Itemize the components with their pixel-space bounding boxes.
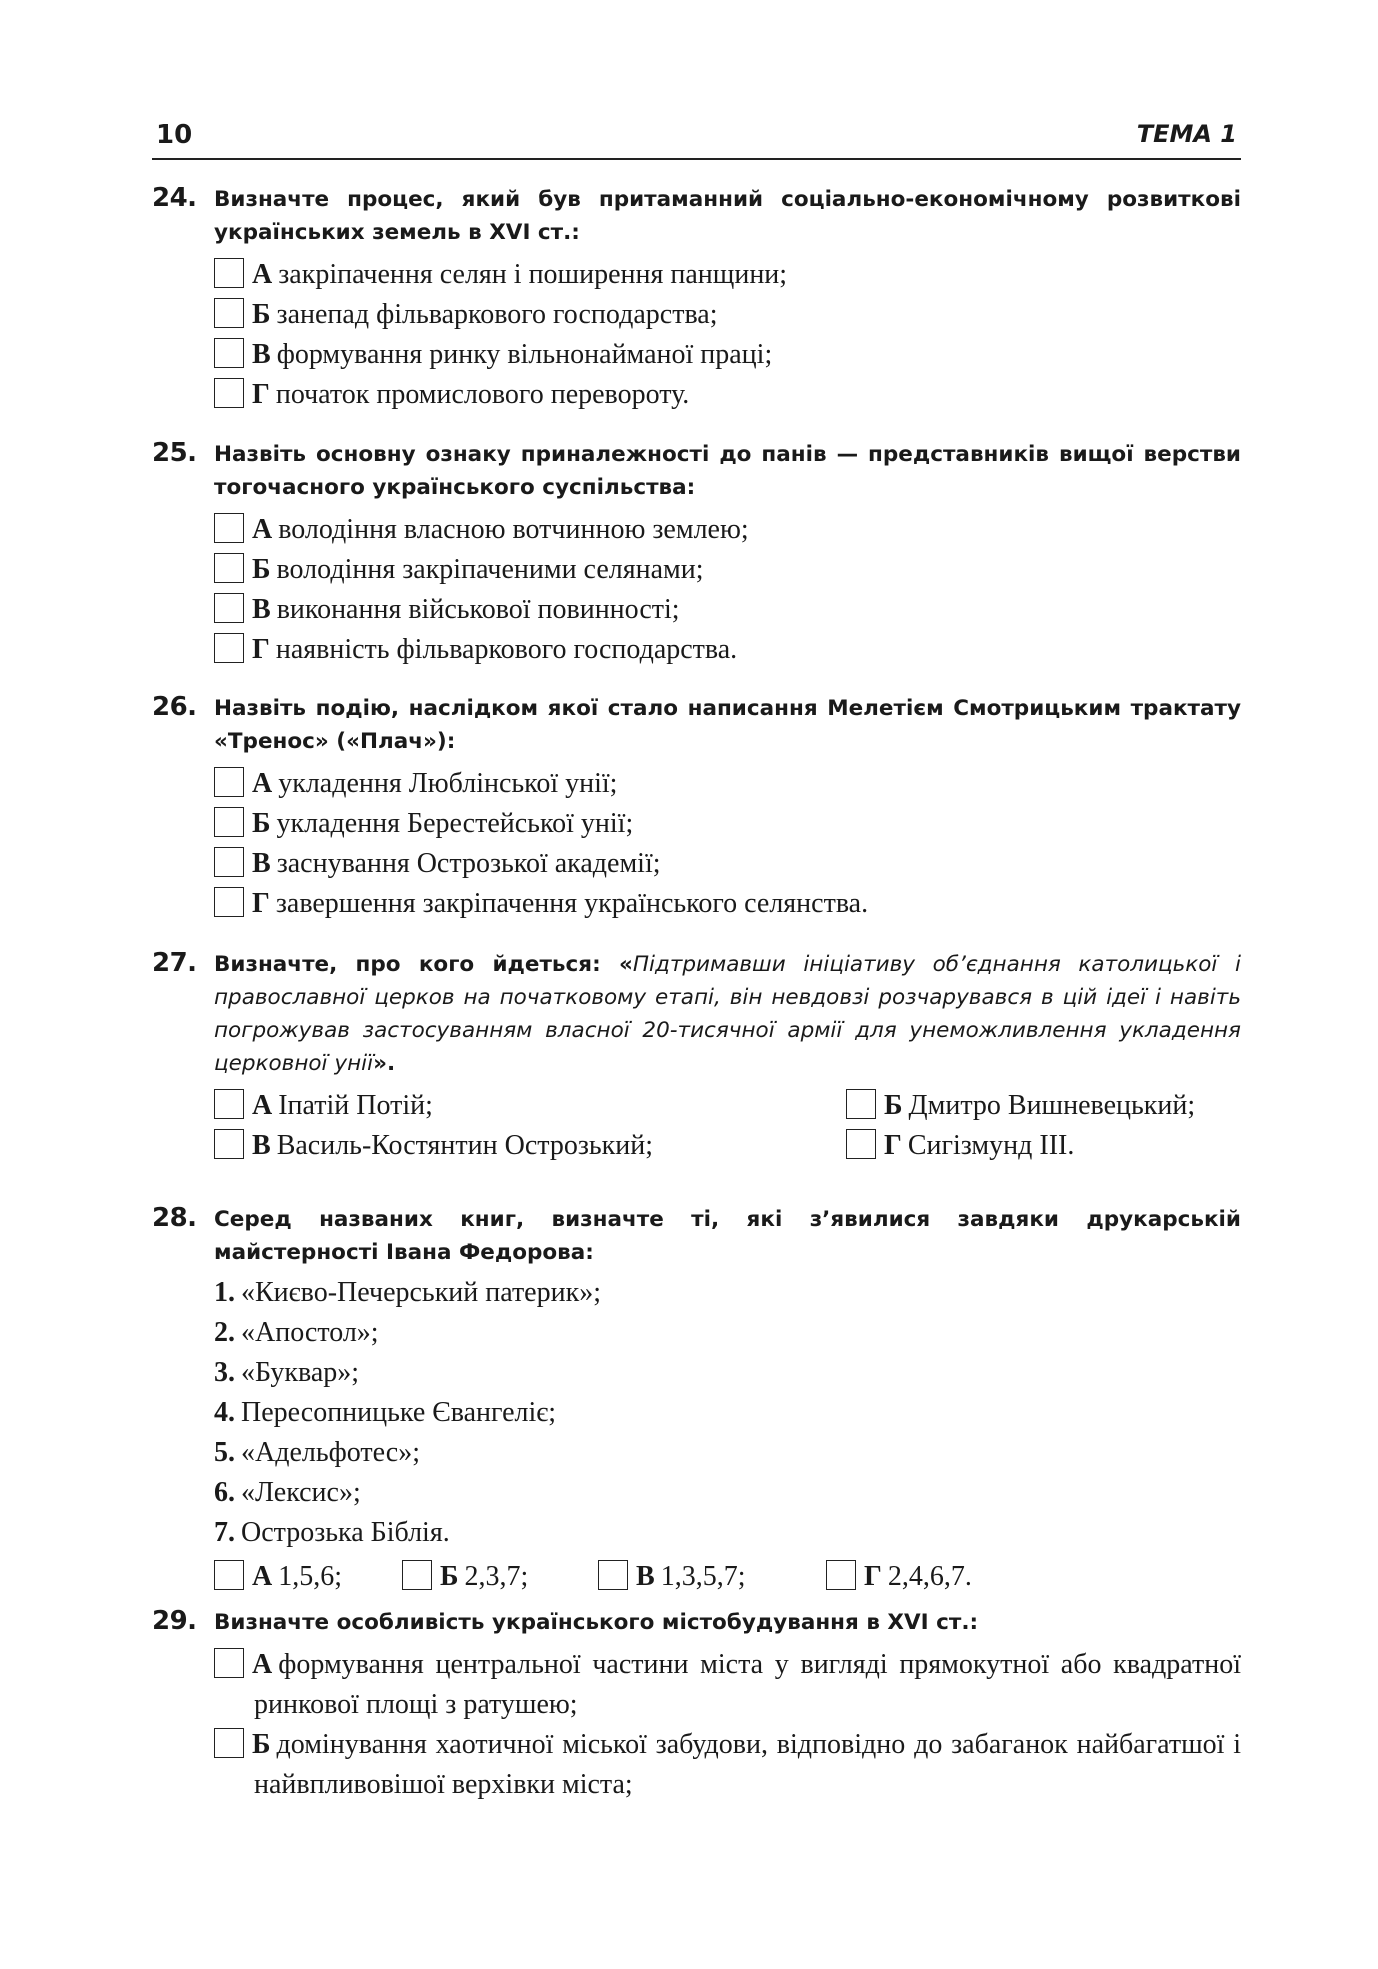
option-a[interactable]: А 1,5,6; [214, 1557, 342, 1597]
answer-options [214, 1557, 1241, 1597]
checkbox[interactable] [214, 553, 244, 583]
checkbox[interactable] [826, 1560, 856, 1590]
option-g[interactable]: Г Сигізмунд ІІІ. [846, 1126, 1074, 1166]
page-number: 10 [156, 120, 193, 150]
option-v[interactable]: В формування ринку вільнонайманої праці; [214, 335, 1241, 375]
checkbox[interactable] [598, 1560, 628, 1590]
option-b[interactable]: Б Дмитро Вишневецький; [846, 1086, 1195, 1126]
question-29 [152, 1606, 1241, 1805]
option-a[interactable]: А закріпачення селян і поширення панщини; [214, 255, 1241, 295]
list-item: 7. Острозька Біблія. [214, 1517, 450, 1548]
checkbox[interactable] [214, 1560, 244, 1590]
answer-options [214, 510, 1241, 670]
topic-title: ТЕМА 1 [1136, 120, 1237, 148]
question-text: Визначте особливість українського містобудування в XVI ст.: [214, 1610, 979, 1635]
question-number: 25. [152, 438, 197, 468]
checkbox[interactable] [846, 1089, 876, 1119]
checkbox[interactable] [214, 378, 244, 408]
answer-options [214, 1086, 1241, 1168]
question-24 [152, 183, 1241, 415]
checkbox[interactable] [402, 1560, 432, 1590]
option-g[interactable]: Г 2,4,6,7. [826, 1557, 972, 1597]
question-27 [152, 948, 1241, 1168]
answer-options [214, 255, 1241, 415]
quote-text: Підтримавши ініціативу об’єднання католицької і православної церков на початковому етапі, він невдовзі розчарувався в цій ідеї і навіть погрожував застосуванням власної 20-тисячної армії для унеможливлення укладення церковної унії [214, 952, 1241, 1076]
option-b[interactable]: Б домінування хаотичної міської забудови, відповідно до забаганок найбагатшої і найвпливовішої верхівки міста; [214, 1725, 1241, 1805]
checkbox[interactable] [214, 767, 244, 797]
option-b[interactable]: Б занепад фільваркового господарства; [214, 295, 1241, 335]
checkbox[interactable] [214, 633, 244, 663]
option-v[interactable]: В Василь-Костянтин Острозький; [214, 1126, 653, 1166]
option-a[interactable]: А Іпатій Потій; [214, 1086, 433, 1126]
option-b[interactable]: Б 2,3,7; [402, 1557, 528, 1597]
option-b[interactable]: Б укладення Берестейської унії; [214, 804, 1241, 844]
question-28 [152, 1203, 1241, 1597]
question-text: Назвіть основну ознаку приналежності до панів — представників вищої верстви тогочасного українського суспільства: [214, 442, 1241, 500]
option-a[interactable]: А володіння власною вотчинною землею; [214, 510, 1241, 550]
list-item: 2. «Апостол»; [214, 1317, 379, 1348]
list-item: 1. «Києво-Печерський патерик»; [214, 1277, 601, 1308]
option-a[interactable]: А формування центральної частини міста у вигляді прямокутної або квадратної ринкової площі з ратушею; [214, 1645, 1241, 1725]
checkbox[interactable] [214, 887, 244, 917]
option-g[interactable]: Г початок промислового перевороту. [214, 375, 1241, 415]
list-item: 6. «Лексис»; [214, 1477, 361, 1508]
checkbox[interactable] [214, 847, 244, 877]
question-number: 27. [152, 948, 197, 978]
question-number: 29. [152, 1606, 197, 1636]
question-text: Визначте процес, який був притаманний соціально-економічному розвиткові українських земель в XVI ст.: [214, 187, 1241, 245]
checkbox[interactable] [214, 1728, 244, 1758]
answer-options [214, 1645, 1241, 1805]
checkbox[interactable] [214, 1089, 244, 1119]
option-a[interactable]: А укладення Люблінської унії; [214, 764, 1241, 804]
option-g[interactable]: Г наявність фільваркового господарства. [214, 630, 1241, 670]
question-number: 26. [152, 692, 197, 722]
option-g[interactable]: Г завершення закріпачення українського селянства. [214, 884, 1241, 924]
checkbox[interactable] [214, 1648, 244, 1678]
checkbox[interactable] [846, 1129, 876, 1159]
option-v[interactable]: В виконання військової повинності; [214, 590, 1241, 630]
option-b[interactable]: Б володіння закріпаченими селянами; [214, 550, 1241, 590]
question-number: 28. [152, 1203, 197, 1233]
checkbox[interactable] [214, 807, 244, 837]
list-item: 3. «Буквар»; [214, 1357, 360, 1388]
list-item: 4. Пересопницьке Євангеліє; [214, 1397, 557, 1428]
question-25 [152, 438, 1241, 670]
checkbox[interactable] [214, 513, 244, 543]
book-list [214, 1273, 1241, 1553]
checkbox[interactable] [214, 298, 244, 328]
question-text: Визначте, про кого йдеться: «Підтримавши ініціативу об’єднання католицької і православної церков на початковому етапі, він невдовзі розчарувався в цій ідеї і навіть погрожував застосуванням власної 20-тисячної армії для унеможливлення укладення церковної унії». [214, 952, 1241, 1076]
checkbox[interactable] [214, 258, 244, 288]
checkbox[interactable] [214, 1129, 244, 1159]
answer-options [214, 764, 1241, 924]
question-text: Назвіть подію, наслідком якої стало написання Мелетієм Смотрицьким трактату «Тренос» («Плач»): [214, 696, 1241, 754]
question-number: 24. [152, 183, 197, 213]
checkbox[interactable] [214, 338, 244, 368]
checkbox[interactable] [214, 593, 244, 623]
question-text: Серед названих книг, визначте ті, які з’явилися завдяки друкарській майстерності Івана Федорова: [214, 1207, 1241, 1265]
list-item: 5. «Адельфотес»; [214, 1437, 420, 1468]
page-header [152, 118, 1241, 160]
option-v[interactable]: В 1,3,5,7; [598, 1557, 745, 1597]
question-26 [152, 692, 1241, 924]
option-v[interactable]: В заснування Острозької академії; [214, 844, 1241, 884]
